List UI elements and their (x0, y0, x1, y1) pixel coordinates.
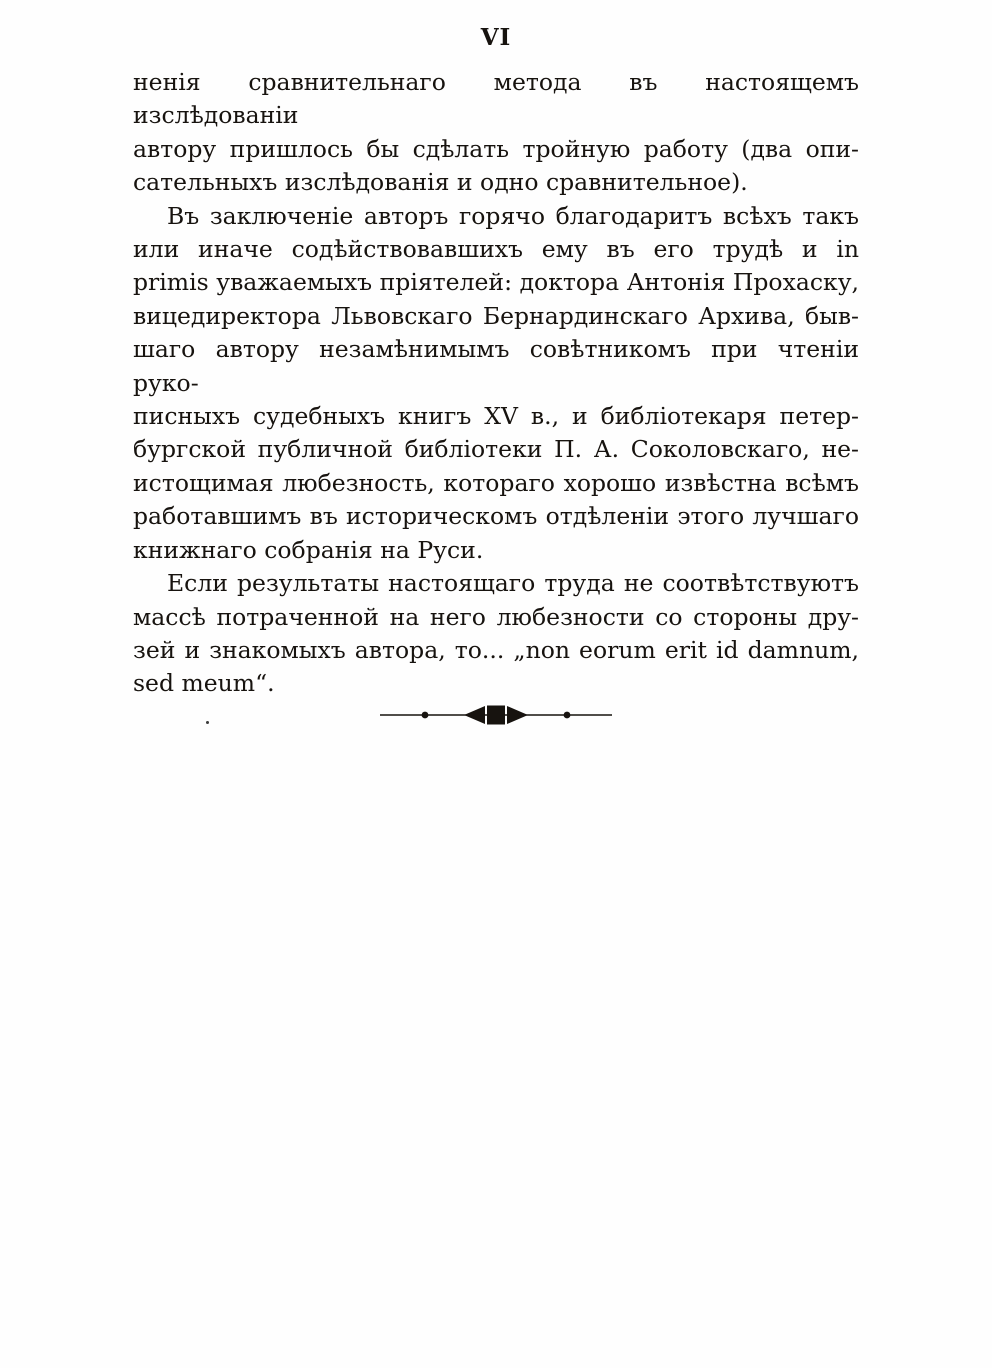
text-line: бургской публичной библіотеки П. А. Соколовскаго, не- (133, 435, 859, 464)
text-line: шаго автору незамѣнимымъ совѣтникомъ при чтеніи руко- (133, 335, 859, 397)
text-line: Въ заключеніе авторъ горячо благодаритъ всѣхъ такъ (167, 201, 859, 230)
text-block (133, 66, 859, 701)
paragraph (133, 567, 859, 701)
print-artifact-dot (206, 721, 209, 724)
text-line: истощимая любезность, котораго хорошо извѣстна всѣмъ (133, 468, 859, 497)
text-line: sed meum“. (133, 669, 275, 698)
text-line: вицедиректора Львовскаго Бернардинскаго Архива, быв- (133, 301, 859, 330)
page-number: VI (480, 24, 512, 51)
text-line: сательныхъ изслѣдованія и одно сравнительное). (133, 168, 748, 197)
divider-ornament-icon (378, 702, 614, 728)
text-line: зей и знакомыхъ автора, то... „non eorum erit id damnum, (133, 635, 859, 664)
text-line: писныхъ судебныхъ книгъ XV в., и библіотекаря петер- (133, 402, 859, 431)
paragraph (133, 200, 859, 567)
text-line: Если результаты настоящаго труда не соотвѣтствуютъ (167, 569, 859, 598)
text-line: автору пришлось бы сдѣлать тройную работу (два опи- (133, 134, 859, 163)
text-line: ненія сравнительнаго метода въ настоящемъ изслѣдованіи (133, 68, 859, 130)
text-line: книжнаго собранія на Руси. (133, 535, 484, 564)
text-line: primis уважаемыхъ пріятелей: доктора Антонія Прохаску, (133, 268, 859, 297)
section-divider (0, 702, 992, 728)
paragraph (133, 66, 859, 200)
text-line: массѣ потраченной на него любезности со стороны дру- (133, 602, 859, 631)
text-line: или иначе содѣйствовавшихъ ему въ его трудѣ и in (133, 235, 859, 264)
text-line: работавшимъ въ историческомъ отдѣленіи этого лучшаго (133, 502, 859, 531)
